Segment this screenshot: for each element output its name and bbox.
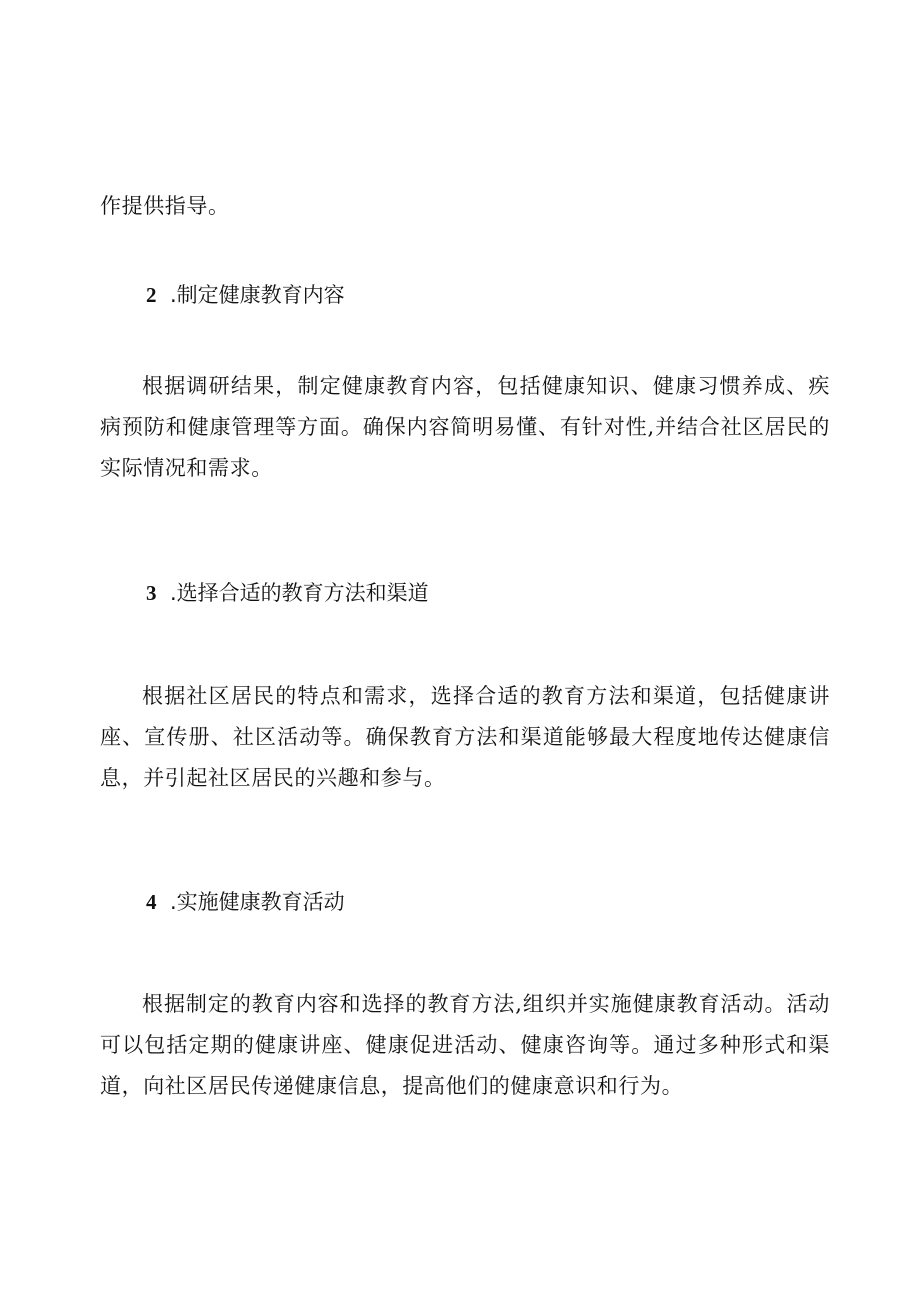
section-heading-4 <box>146 887 345 917</box>
section-heading-3 <box>146 578 429 608</box>
section-title: .实施健康教育活动 <box>170 890 345 914</box>
section-heading-2 <box>146 280 345 310</box>
section-body-2: 根据调研结果，制定健康教育内容，包括健康知识、健康习惯养成、疾病预防和健康管理等方面。确保内容简明易懂、有针对性,并结合社区居民的实际情况和需求。 <box>100 374 830 480</box>
section-number: 3 <box>146 581 157 605</box>
continuation-paragraph: 作提供指导。 <box>100 194 230 218</box>
section-number: 2 <box>146 283 157 307</box>
section-title: .制定健康教育内容 <box>170 283 345 307</box>
section-number: 4 <box>146 890 157 914</box>
section-body-4: 根据制定的教育内容和选择的教育方法,组织并实施健康教育活动。活动可以包括定期的健康讲座、健康促进活动、健康咨询等。通过多种形式和渠道，向社区居民传递健康信息，提高他们的健康意识和行为。 <box>100 992 830 1098</box>
section-body-3: 根据社区居民的特点和需求，选择合适的教育方法和渠道，包括健康讲座、宣传册、社区活动等。确保教育方法和渠道能够最大程度地传达健康信息，并引起社区居民的兴趣和参与。 <box>100 684 830 790</box>
section-title: .选择合适的教育方法和渠道 <box>170 581 429 605</box>
